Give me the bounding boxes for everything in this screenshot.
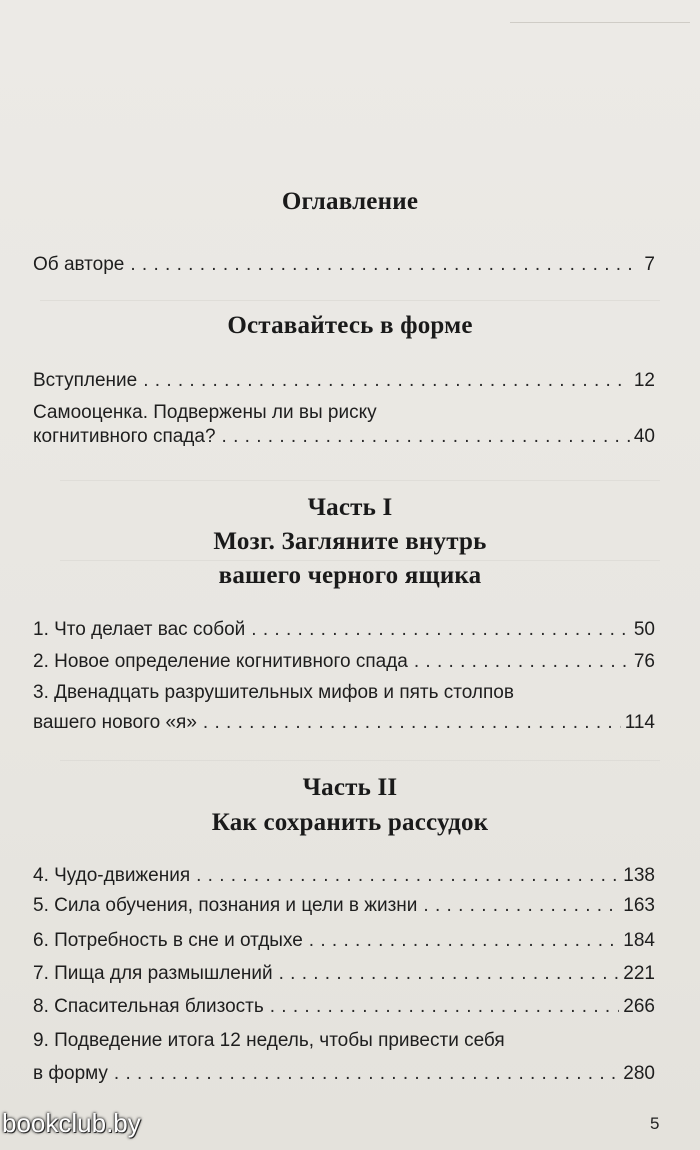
toc-entry-chapter-4[interactable]	[33, 859, 655, 892]
show-through-rule	[60, 560, 660, 561]
show-through-rule	[60, 480, 660, 481]
entry-page-number: 12	[633, 370, 655, 391]
dot-leader	[114, 1057, 619, 1090]
entry-title: когнитивного спада?	[33, 426, 216, 447]
entry-title: 2. Новое определение когнитивного спада	[33, 651, 408, 672]
section-heading: Оставайтесь в форме	[227, 312, 473, 339]
watermark: bookclub.by	[2, 1108, 141, 1138]
entry-title: 8. Спасительная близость	[33, 996, 264, 1017]
part-title-line2: вашего черного ящика	[218, 562, 482, 589]
entry-page-number: 114	[624, 712, 655, 733]
toc-entry-self-assessment-line1[interactable]: Самооценка. Подвержены ли вы риску	[33, 402, 377, 423]
entry-page-number: 40	[633, 426, 655, 447]
dot-leader	[309, 924, 620, 957]
dot-leader	[414, 645, 630, 678]
entry-title: Об авторе	[33, 254, 125, 275]
dot-leader	[143, 364, 630, 397]
entry-page-number: 221	[623, 963, 655, 984]
entry-page-number: 163	[623, 895, 655, 916]
dot-leader	[279, 957, 620, 990]
toc-entry-chapter-2[interactable]	[33, 645, 655, 678]
toc-entry-chapter-5[interactable]	[33, 889, 655, 922]
entry-page-number: 138	[623, 865, 655, 886]
entry-title: в форму	[33, 1063, 108, 1084]
part-label: Часть I	[307, 494, 393, 521]
entry-title: Вступление	[33, 370, 138, 391]
toc-entry-chapter-9-line1[interactable]: 9. Подведение итога 12 недель, чтобы привести себя	[33, 1030, 505, 1051]
entry-title: 1. Что делает вас собой	[33, 619, 246, 640]
dot-leader	[270, 990, 620, 1023]
toc-entry-chapter-9[interactable]	[33, 1057, 655, 1090]
entry-title: 6. Потребность в сне и отдыхе	[33, 930, 303, 951]
dot-leader	[222, 420, 630, 453]
toc-entry-chapter-3-line1[interactable]: 3. Двенадцать разрушительных мифов и пять столпов	[33, 682, 514, 703]
toc-entry-chapter-8[interactable]	[33, 990, 655, 1023]
toc-entry-intro[interactable]	[33, 364, 655, 397]
entry-page-number: 184	[623, 930, 655, 951]
entry-title: 4. Чудо-движения	[33, 865, 191, 886]
entry-page-number: 7	[644, 254, 655, 275]
entry-page-number: 266	[623, 996, 655, 1017]
toc-entry-chapter-1[interactable]	[33, 613, 655, 646]
entry-title: вашего нового «я»	[33, 712, 197, 733]
toc-entry-self-assessment[interactable]	[33, 420, 655, 453]
toc-entry-about[interactable]	[33, 248, 655, 281]
show-through-rule	[60, 760, 660, 761]
dot-leader	[203, 706, 621, 739]
toc-entry-chapter-3[interactable]	[33, 706, 655, 739]
toc-entry-chapter-7[interactable]	[33, 957, 655, 990]
part-label: Часть II	[302, 774, 398, 801]
dot-leader	[423, 889, 619, 922]
entry-page-number: 280	[623, 1063, 655, 1084]
part-title: Как сохранить рассудок	[211, 809, 489, 836]
page-number: 5	[650, 1114, 660, 1133]
toc-title: Оглавление	[281, 188, 419, 215]
dot-leader	[196, 859, 619, 892]
show-through-rule	[510, 22, 690, 23]
entry-title: 7. Пища для размышлений	[33, 963, 273, 984]
part-title-line1: Мозг. Загляните внутрь	[213, 528, 487, 555]
entry-page-number: 50	[633, 619, 655, 640]
dot-leader	[130, 248, 640, 281]
show-through-rule	[40, 300, 660, 301]
entry-page-number: 76	[633, 651, 655, 672]
entry-title: 5. Сила обучения, познания и цели в жизни	[33, 895, 418, 916]
toc-entry-chapter-6[interactable]	[33, 924, 655, 957]
dot-leader	[251, 613, 630, 646]
